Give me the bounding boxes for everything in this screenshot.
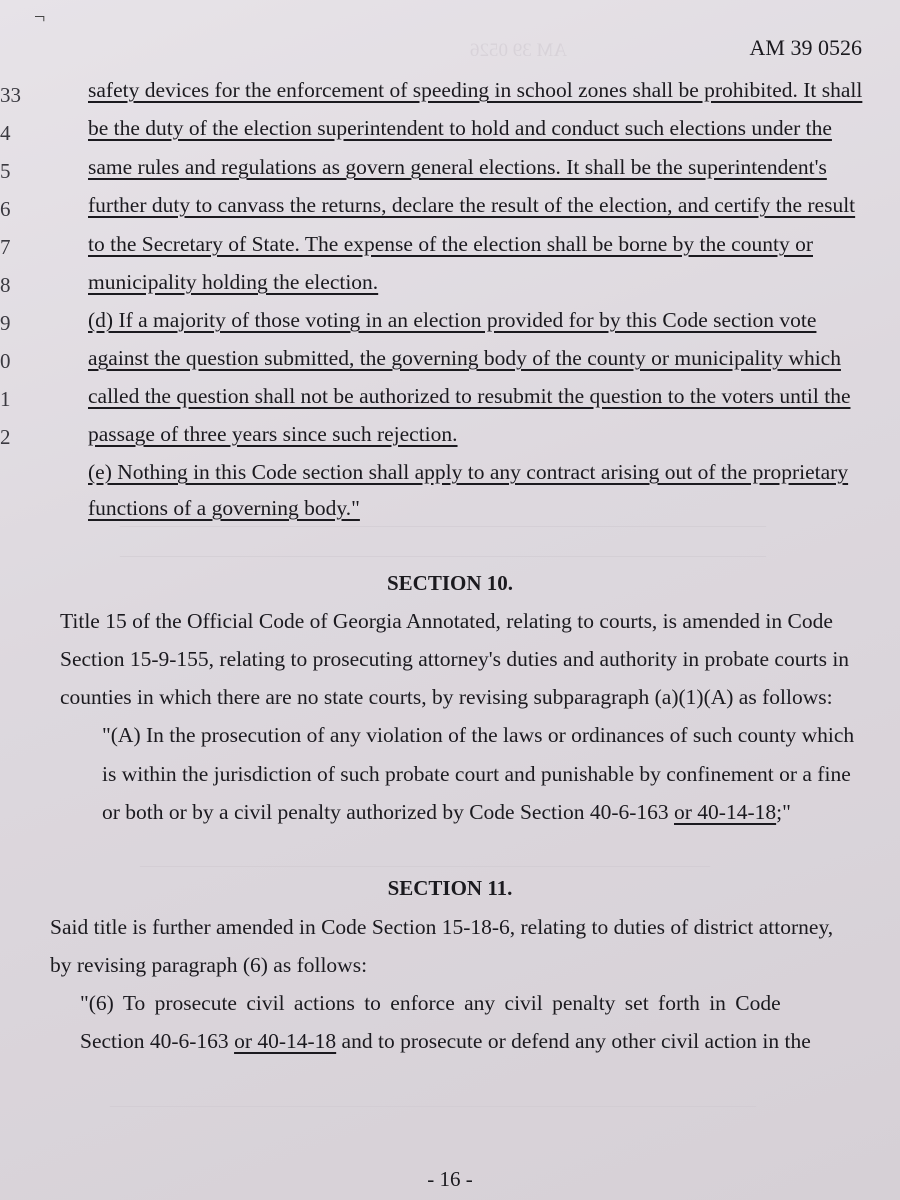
line-number: 6 [0,197,11,221]
line-number: 4 [0,121,11,145]
line-number: 2 [0,425,11,449]
line-number: 8 [0,273,11,297]
inserted-text-line: further duty to canvass the returns, declare the result of the election, and certify the result [88,193,856,217]
inserted-text-line: same rules and regulations as govern general elections. It shall be the superintendent's [88,155,827,179]
bleed-through-text: —————————————————————————————————— [120,515,766,536]
page-number: - 16 - [427,1167,473,1191]
bleed-through-text: AM 39 0526 [470,40,568,61]
inserted-text-line: (e) Nothing in this Code section shall apply to any contract arising out of the proprietary [88,460,849,484]
inserted-text-line: to the Secretary of State. The expense of the election shall be borne by the county or [88,232,813,256]
section-10-quote-line: "(A) In the prosecution of any violation of the laws or ordinances of such county which [102,723,855,747]
inserted-text-line: be the duty of the election superintendent to hold and conduct such elections under the [88,116,832,140]
document-id: AM 39 0526 [749,35,862,60]
section-10-heading: SECTION 10. [386,571,514,595]
inserted-text-line: functions of a governing body." [88,496,360,520]
inserted-reference: or 40-14-18 [234,1029,337,1053]
line-number: 0 [0,349,11,373]
section-10-quote-line [102,800,791,825]
section-11-body-line: Said title is further amended in Code Section 15-18-6, relating to duties of district attorney, [50,915,834,939]
inserted-text-line: passage of three years since such rejection. [88,422,458,446]
section-11-heading: SECTION 11. [387,876,513,900]
section-10-body-line: counties in which there are no state courts, by revising subparagraph (a)(1)(A) as follows: [60,685,833,709]
quote-text: or both or by a civil penalty authorized by Code Section 40-6-163 [102,800,675,824]
inserted-text-line: municipality holding the election. [88,270,379,294]
section-10-quote-line: is within the jurisdiction of such probate court and punishable by confinement or a fine [102,762,851,786]
bleed-through-text: —————————————————————————————————— [110,1095,756,1116]
quote-text: and to prosecute or defend any other civil action in the [336,1029,811,1053]
quote-text: Section 40-6-163 [80,1029,235,1053]
section-11-quote-line: "(6) To prosecute civil actions to enforce any civil penalty set forth in Code [80,991,781,1015]
line-number: 1 [0,387,11,411]
section-11-quote-line [80,1029,811,1054]
inserted-text-line: safety devices for the enforcement of speeding in school zones shall be prohibited. It shall [88,78,863,102]
line-number: 7 [0,235,11,259]
inserted-text-line: (d) If a majority of those voting in an election provided for by this Code section vote [88,308,817,332]
section-10-body-line: Section 15-9-155, relating to prosecuting attorney's duties and authority in probate courts in [60,647,850,671]
line-number: 33 [0,83,21,107]
section-11-body-line: by revising paragraph (6) as follows: [50,953,368,977]
quote-text: ;" [776,800,791,824]
inserted-reference: or 40-14-18 [674,800,777,824]
bleed-through-text: —————————————————————————————————— [120,545,766,566]
inserted-text-line: against the question submitted, the governing body of the county or municipality which [88,346,841,370]
line-number: 9 [0,311,11,335]
section-10-body-line: Title 15 of the Official Code of Georgia Annotated, relating to courts, is amended in Code [60,609,833,633]
corner-mark: ¬ [34,6,46,28]
line-number: 5 [0,159,11,183]
inserted-text-line: called the question shall not be authorized to resubmit the question to the voters until the [88,384,851,408]
bleed-through-text: —————————————————————————————— [140,855,710,876]
